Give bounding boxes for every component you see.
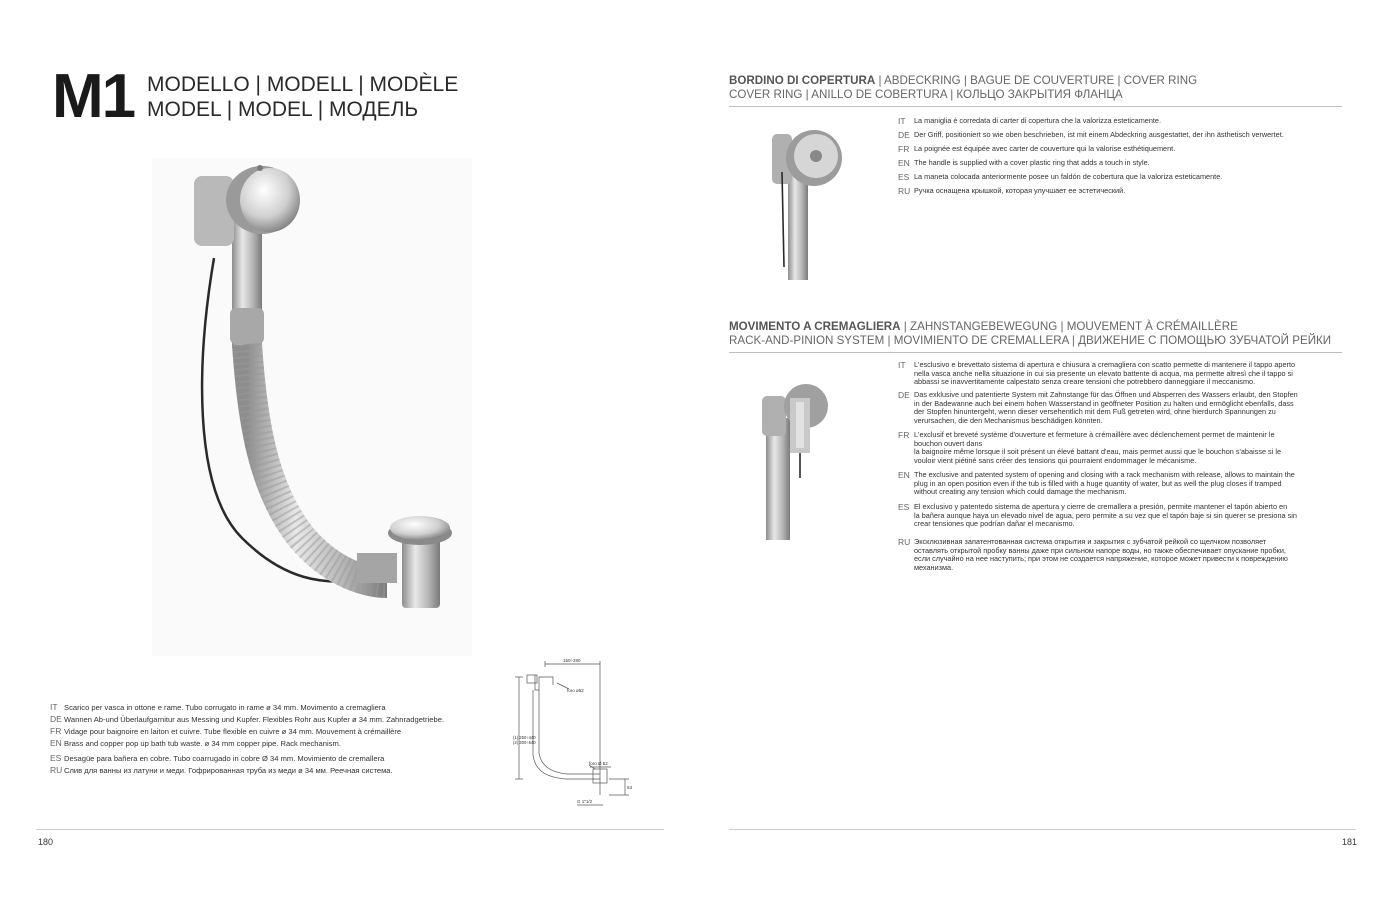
footer-rule-right [729,829,1356,830]
lang-code: DE [898,130,910,140]
description-text: La maniglia è corredata di carter di copertura che la valorizza esteticamente. [914,116,1162,125]
description-text: The exclusive and patented system of opening and closing with a rack mechanism with release, allows to maintain the plug in an open position even if the tub is filled with a huge quantity of water, but as well the plug closes if tramped without creating any tension which could damage the mechanism. [914,470,1295,497]
section2-title-line1 [729,320,1331,334]
dim-height-1: (1) 250÷440 [513,735,536,740]
description-text: El exclusivo y patentedo sistema de apertura y cierre de cremallera a presión, permite mantener el tapón abierto en la bañera aunque haya un elevado nivel de agua, pero permite a su vez que el tapón baje si sin querer se presiona sin crear tensiones que podrían dañar el mecanismo. [914,502,1297,529]
description-row [50,726,401,736]
model-title-line1: MODELLO | MODELL | MODÈLE [147,73,459,96]
description-text: The handle is supplied with a cover plastic ring that adds a touch in style. [914,158,1150,167]
description-text: Der Griff, positioniert so wie oben beschrieben, ist mit einem Abdeckring ausgestattet, der ihn ästhetisch verwertet. [914,130,1284,139]
section1-title-line2: COVER RING | ANILLO DE COBERTURA | КОЛЬЦО ЗАКРЫТИЯ ФЛАНЦА [729,88,1123,101]
description-row [50,765,393,775]
section1-title [729,74,1197,102]
model-title-line2: MODEL | MODEL | МОДЕЛЬ [147,98,419,121]
section2-title-rest: | ZAHNSTANGEBEWEGUNG | MOUVEMENT À CRÉMAILLÈRE [900,320,1238,333]
description-text: Wannen Ab-und Überlaufgarnitur aus Messing und Kupfer. Flexibles Rohr aus Kupfer ø 34 mm. Zahnradgetriebe. [64,715,445,724]
lang-code: ES [898,172,910,182]
lang-code: IT [898,360,906,370]
cover-ring-photo [762,122,854,282]
description-row [50,753,384,763]
section1-title-bold: BORDINO DI COPERTURA [729,74,876,87]
rack-mechanism-photo [756,378,846,543]
description-text: Vidage pour baignoire en laiton et cuivre. Tube flexible en cuivre ø 34 mm. Mouvement à crémaillère [64,727,402,736]
section2-title [729,320,1331,348]
dim-waste: foro Ø 52 [589,761,608,766]
section1-description [898,117,1334,197]
section2-description [898,361,1334,576]
lang-code: FR [50,726,62,736]
description-text: Desagüe para bañera en cobre. Tubo coarrugado in cobre Ø 34 mm. Movimiento de cremallera [64,754,385,763]
description-text: La poignée est équipée avec carter de couverture qui la valorise esthétiquement. [914,144,1176,153]
dim-height-2: (2) 300÷540 [513,740,536,745]
lang-code: DE [898,390,910,400]
lang-code: ES [898,502,910,512]
technical-drawing [505,655,650,815]
lang-code: IT [898,116,906,126]
page-number-left: 180 [38,837,54,847]
lang-code: RU [898,537,911,547]
section2-rule [729,352,1342,353]
section1-title-line1 [729,74,1197,88]
description-text: L'esclusivo e brevettato sistema di apertura e chiusura a cremagliera con scatto permette di mantenere il tappo aperto nella vasca anche nella situazione in cui sia presente un elevato battente di acqua, ma permette altresì che il tappo si abbassi se inavvertitamente calpestato senza creare tensioni che potrebbero danneggiare il meccanismo. [914,360,1296,387]
section1-rule [729,106,1342,107]
description-text: Эксклюзивная запатентованная система открытия и закрытия с зубчатой рейкой со щелчком позволяет оставлять открытой пробку ванны даже при сильном напоре воды, но также обеспечивает опускание пробки, если случайно на нее наступить; при этом не создается напряжение, которое может привести к повреждению механизма. [914,537,1288,572]
page-number-right: 181 [1342,837,1358,847]
description-row [50,738,341,748]
product-photo [152,158,472,656]
section2-title-line2: RACK-AND-PINION SYSTEM | MOVIMIENTO DE CREMALLERA | ДВИЖЕНИЕ С ПОМОЩЬЮ ЗУБЧАТОЙ РЕЙКИ [729,334,1332,347]
description-row [50,702,386,712]
description-text: Scarico per vasca in ottone e rame. Tubo corrugato in rame ø 34 mm. Movimento a cremagliera [64,703,386,712]
dim-side: 63 [627,785,633,790]
lang-code: EN [50,738,62,748]
dim-thread: G 1"1/2 [577,799,593,804]
section1-title-rest: | ABDECKRING | BAGUE DE COUVERTURE | COVER RING [875,74,1198,87]
section2-title-bold: MOVIMENTO A CREMAGLIERA [729,320,901,333]
description-text: Ручка оснащена крышкой, которая улучшает ее эстетический. [914,186,1126,195]
lang-code: EN [898,158,910,168]
lang-code: RU [50,765,63,775]
description-text: La maneta colocada anteriormente posee un faldón de cobertura que la valoriza esteticamente. [914,172,1223,181]
dim-handle: foro ø52 [567,688,584,693]
description-text: L'exclusif et breveté système d'ouverture et fermeture à crémaillère avec déclenchement permet de maintenir le bouchon ouvert dans la baignoire même lorsque il soit présent un élevé battant d'eau, mais permet aussi que le bouchon s'abaisse si le vouloir vient piétiné sans créer des tensions qui pourraient endommager le mécanisme. [914,430,1282,465]
description-text: Brass and copper pop up bath tub waste. ø 34 mm copper pipe. Rack mechanism. [64,739,341,748]
lang-code: RU [898,186,911,196]
product-description [50,702,480,782]
lang-code: FR [898,144,910,154]
description-text: Слив для ванны из латуни и меди. Гофрированная труба из меди ø 34 мм. Реечная система. [64,766,393,775]
lang-code: IT [50,702,58,712]
lang-code: ES [50,753,62,763]
model-code: M1 [52,62,135,131]
description-text: Das exklusive und patentierte System mit Zahnstange für das Öffnen und Absperren des Wassers erlaubt, den Stopfen in der Badewanne auch bei einem hohen Wasserstand in geöffneter Position zu halten und ermöglicht ebenfalls, dass der Stopfen hinuntergeht, wenn dieser versehentlich mit dem Fuß getreten wird, ohne hierdurch Spannungen zu verursachen, die den Mechanismus beschädigen könnten. [914,390,1298,425]
lang-code: EN [898,470,910,480]
dim-top: 150÷280 [563,658,581,663]
footer-rule-left [36,829,664,830]
description-row [50,714,444,724]
model-title [147,72,458,122]
lang-code: FR [898,430,910,440]
lang-code: DE [50,714,62,724]
